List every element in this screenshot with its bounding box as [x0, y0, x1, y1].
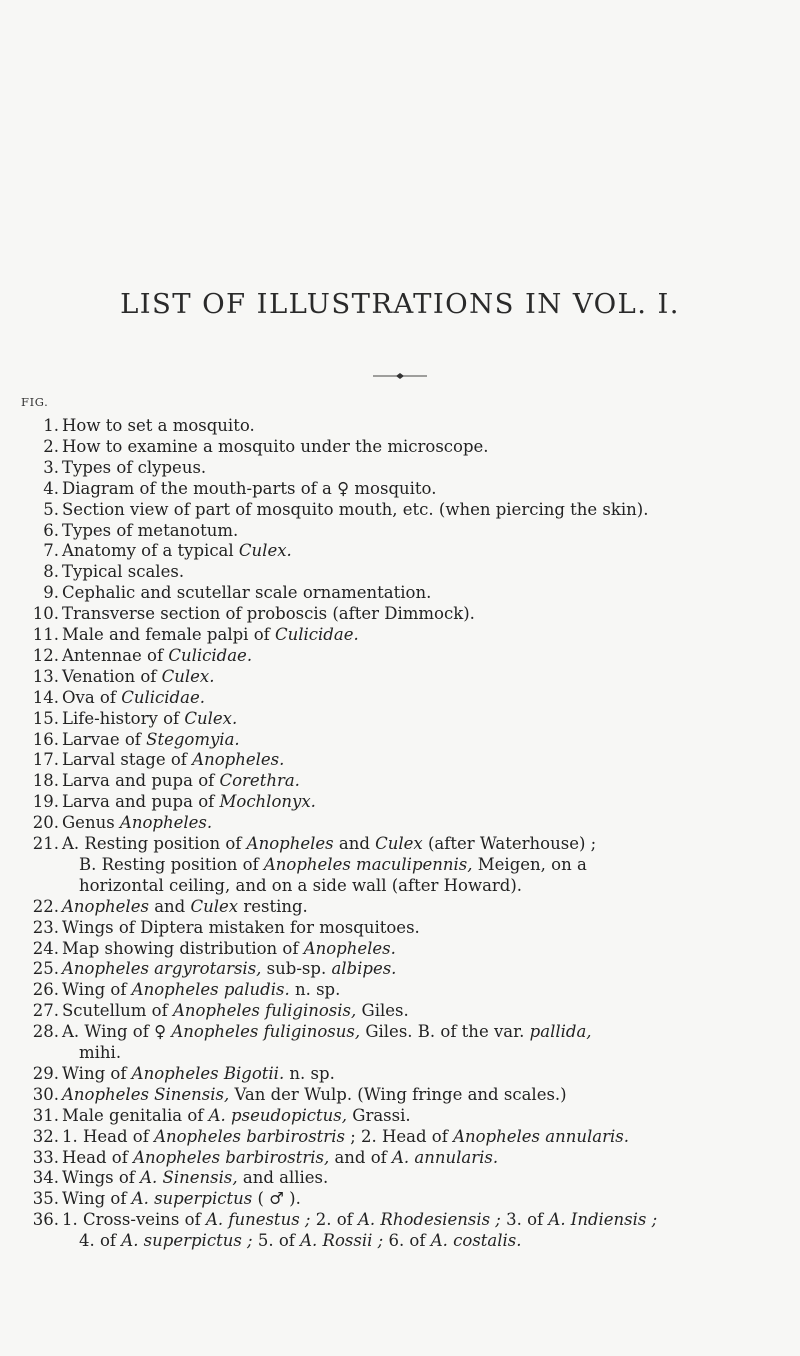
italic-text: Anopheles	[246, 834, 334, 853]
italic-text: Anopheles.	[192, 750, 285, 770]
caption-text: Anatomy of a typical	[62, 541, 239, 561]
italic-text: A. pseudopictus,	[208, 1105, 348, 1125]
caption-text: n. sp.	[284, 1063, 335, 1083]
figure-caption	[62, 1085, 567, 1105]
figure-number: 5.	[43, 499, 59, 519]
caption-text: Ova of	[62, 687, 122, 707]
italic-text: Culicidae.	[274, 625, 359, 644]
caption-text: Transverse section of proboscis (after Dimmock).	[62, 604, 475, 624]
figure-caption	[62, 646, 252, 666]
figure-caption	[62, 625, 359, 645]
figure-caption	[79, 876, 522, 896]
caption-text: horizontal ceiling, and on a side wall (after Howard).	[79, 875, 523, 895]
caption-text: Male and female palpi of	[62, 625, 275, 644]
caption-text: Types of metanotum.	[62, 520, 239, 540]
caption-text: Venation of	[62, 666, 162, 686]
caption-text: Wings of	[62, 1168, 141, 1188]
caption-text: Typical scales.	[62, 562, 185, 582]
figure-number: 31.	[32, 1105, 59, 1125]
caption-text: Genus	[62, 813, 120, 833]
caption-text: Male genitalia of	[62, 1105, 209, 1125]
caption-text: Giles.	[356, 1001, 409, 1021]
caption-text: Antennae of	[62, 645, 169, 665]
italic-text: Anopheles Bigotii.	[131, 1063, 285, 1083]
figure-caption	[62, 416, 255, 436]
figure-caption	[62, 688, 205, 708]
caption-text: Head of	[62, 1147, 134, 1167]
figure-number: 6.	[43, 520, 59, 540]
italic-text: A. superpictus	[131, 1189, 253, 1209]
caption-text: Larvae of	[62, 729, 147, 749]
caption-text: Cephalic and scutellar scale ornamentation.	[62, 583, 432, 603]
figure-number: 27.	[32, 1001, 59, 1021]
italic-text: Anopheles	[62, 896, 149, 916]
caption-text: n. sp.	[289, 980, 341, 1000]
figure-caption	[62, 980, 340, 1000]
figure-number: 36.	[32, 1210, 59, 1230]
caption-text: Larval stage of	[62, 750, 193, 770]
caption-text: A. Wing of ♀	[62, 1022, 172, 1042]
figure-number: 33.	[32, 1147, 59, 1167]
caption-text: A. Resting position of	[62, 834, 247, 853]
italic-text: A. annularis.	[392, 1147, 499, 1167]
caption-text: Diagram of the mouth-parts of a ♀ mosquito.	[62, 478, 437, 498]
figure-number: 23.	[32, 917, 59, 937]
caption-text: 2. of	[310, 1210, 358, 1230]
caption-text: and	[148, 896, 191, 916]
figure-caption	[62, 813, 212, 833]
figure-number: 12.	[32, 645, 59, 665]
caption-text: Larva and pupa of	[62, 792, 220, 812]
italic-text: Anopheles fuliginosis,	[172, 1001, 357, 1021]
figure-number: 1.	[43, 416, 59, 435]
caption-text: 4. of	[79, 1231, 122, 1251]
caption-text: 1. Head of	[62, 1126, 155, 1146]
figure-number: 17.	[32, 750, 59, 770]
figure-caption	[62, 458, 206, 478]
figure-number: 32.	[32, 1126, 59, 1146]
figure-caption	[62, 437, 489, 457]
figure-caption	[62, 562, 184, 582]
figure-number: 7.	[43, 541, 59, 561]
italic-text: A. funestus ;	[205, 1210, 311, 1230]
italic-text: A. costalis.	[430, 1231, 522, 1251]
figure-caption	[79, 855, 587, 875]
figure-caption	[62, 1148, 498, 1168]
figure-number: 34.	[32, 1168, 59, 1188]
italic-text: Anopheles Sinensis,	[62, 1084, 230, 1104]
figure-caption	[62, 750, 284, 770]
figure-caption	[62, 897, 308, 917]
italic-text: Culex.	[238, 541, 292, 561]
italic-text: A. Rossii ;	[300, 1231, 384, 1251]
figure-number: 20.	[32, 813, 59, 833]
italic-text: Anopheles barbirostris,	[133, 1147, 330, 1167]
caption-text: and	[333, 834, 376, 853]
figure-caption	[62, 834, 596, 854]
figure-number: 15.	[32, 708, 59, 728]
caption-text: ; 2. Head of	[344, 1126, 454, 1146]
divider-ornament	[373, 373, 427, 379]
italic-text: Mochlonyx.	[219, 792, 316, 812]
figure-number: 3.	[43, 457, 59, 477]
figure-caption	[62, 792, 316, 812]
figure-number: 11.	[32, 625, 59, 644]
figure-number: 19.	[32, 792, 59, 812]
figure-number: 13.	[32, 666, 59, 686]
caption-text: B. Resting position of	[79, 854, 264, 874]
figure-caption	[62, 1106, 411, 1126]
figure-number: 16.	[32, 729, 59, 749]
figure-number: 30.	[32, 1084, 59, 1104]
figure-caption	[62, 1127, 629, 1147]
figure-number: 22.	[32, 896, 59, 916]
figure-number: 21.	[32, 834, 59, 853]
italic-text: A. superpictus ;	[121, 1231, 253, 1251]
italic-text: Anopheles barbirostris	[154, 1126, 345, 1146]
figure-number: 18.	[32, 771, 59, 791]
figure-number: 2.	[43, 436, 59, 456]
figure-caption	[62, 1189, 301, 1209]
caption-text: Wings of Diptera mistaken for mosquitoes.	[62, 917, 420, 937]
italic-text: A. Indiensis ;	[548, 1210, 658, 1230]
caption-text: Map showing distribution of	[62, 938, 304, 958]
figure-number: 24.	[32, 938, 59, 958]
figure-caption	[62, 500, 648, 520]
figure-number: 8.	[43, 562, 59, 582]
figure-number: 26.	[32, 980, 59, 1000]
caption-text: Grassi.	[347, 1105, 411, 1125]
caption-text: 1. Cross-veins of	[62, 1210, 206, 1230]
figure-caption	[62, 709, 237, 729]
figure-number: 25.	[32, 959, 59, 979]
caption-text: sub-sp.	[261, 959, 332, 979]
caption-text: 3. of	[500, 1210, 549, 1230]
figure-caption	[62, 730, 240, 750]
italic-text: Anopheles.	[303, 938, 396, 958]
figure-caption	[79, 1231, 522, 1251]
figure-caption	[62, 521, 238, 541]
figure-caption	[62, 583, 431, 603]
caption-text: Larva and pupa of	[62, 771, 220, 791]
italic-text: Anopheles maculipennis,	[263, 854, 473, 874]
caption-text: Giles. B. of the var.	[360, 1022, 530, 1042]
figure-caption	[62, 479, 436, 499]
figure-caption	[62, 1064, 335, 1084]
italic-text: Anopheles argyrotarsis,	[62, 959, 262, 979]
caption-text: Wing of	[62, 1063, 132, 1083]
italic-text: Culex.	[161, 666, 215, 686]
caption-text: mihi.	[79, 1043, 122, 1062]
caption-text: ( ♂ ).	[252, 1189, 301, 1209]
italic-text: Anopheles annularis.	[453, 1126, 629, 1146]
caption-text: How to set a mosquito.	[62, 416, 255, 435]
figure-caption	[62, 1168, 328, 1188]
figure-caption	[62, 771, 300, 791]
figure-number: 28.	[32, 1022, 59, 1042]
caption-text: resting.	[238, 896, 308, 916]
figure-number: 9.	[43, 583, 59, 603]
italic-text: Culex.	[184, 708, 238, 728]
figure-number: 29.	[32, 1063, 59, 1083]
italic-text: Culicidae.	[168, 645, 253, 665]
caption-text: Section view of part of mosquito mouth, etc. (when piercing the skin).	[62, 499, 649, 519]
figure-caption	[62, 1210, 657, 1230]
italic-text: Culex	[375, 834, 423, 853]
figure-number: 35.	[32, 1189, 59, 1209]
page-title: LIST OF ILLUSTRATIONS IN VOL. I.	[120, 288, 680, 320]
italic-text: Stegomyia.	[146, 729, 240, 749]
italic-text: Culex	[190, 896, 239, 916]
figure-number: 10.	[32, 604, 59, 624]
caption-text: and allies.	[237, 1168, 329, 1188]
figure-number: 4.	[43, 478, 59, 498]
figure-caption	[79, 1043, 121, 1063]
caption-text: Types of clypeus.	[62, 457, 207, 477]
caption-text: Van der Wulp. (Wing fringe and scales.)	[229, 1084, 567, 1104]
caption-text: Life-history of	[62, 708, 185, 728]
figure-caption	[62, 541, 292, 561]
fig-column-label: FIG.	[21, 395, 49, 409]
italic-text: A. Rhodesiensis ;	[358, 1210, 501, 1230]
caption-text: Scutellum of	[62, 1001, 173, 1021]
italic-text: albipes.	[331, 959, 397, 979]
figure-number: 14.	[32, 687, 59, 707]
caption-text: Meigen, on a	[472, 854, 587, 874]
figure-caption	[62, 604, 475, 624]
italic-text: A. Sinensis,	[140, 1168, 238, 1188]
italic-text: Corethra.	[219, 771, 300, 791]
figure-caption	[62, 939, 396, 959]
caption-text: (after Waterhouse) ;	[422, 834, 597, 853]
caption-text: 5. of	[252, 1231, 301, 1251]
caption-text: and of	[329, 1147, 393, 1167]
caption-text: 6. of	[383, 1231, 431, 1251]
figure-caption	[62, 918, 420, 938]
italic-text: Culicidae.	[121, 687, 205, 707]
italic-text: Anopheles paludis.	[131, 980, 290, 1000]
italic-text: Anopheles.	[119, 813, 213, 833]
caption-text: Wing of	[62, 980, 132, 1000]
figure-caption	[62, 1001, 409, 1021]
caption-text: Wing of	[62, 1189, 132, 1209]
figure-caption	[62, 667, 214, 687]
italic-text: Anopheles fuliginosus,	[171, 1022, 361, 1042]
figure-caption	[62, 1022, 592, 1042]
figure-caption	[62, 959, 396, 979]
italic-text: pallida,	[529, 1022, 592, 1042]
caption-text: How to examine a mosquito under the microscope.	[62, 436, 489, 456]
